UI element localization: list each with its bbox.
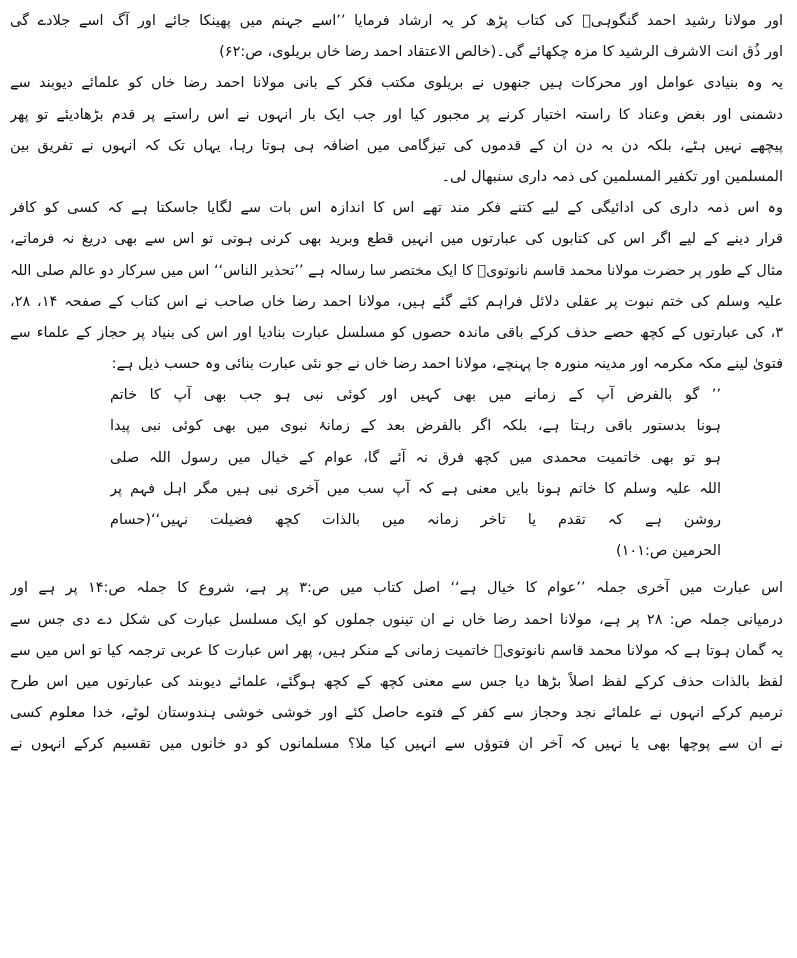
- text-line: ترمیم کرکے انہوں نے علمائے نجد وحجاز سے کفر کے فتوے حاصل کئے اور خوشی خوشی ہندوستان لوٹے، خدا معلوم کسی: [10, 705, 783, 722]
- text-line: المسلمین اور تکفیر المسلمین کی ذمہ داری سنبھال لی۔: [441, 168, 783, 185]
- text-line: یہ وہ بنیادی عوامل اور محرکات ہیں جنھوں نے بریلوی مکتب فکر کے بانی مولانا احمد رضا خاں کو علمائے دیوبند سے: [10, 75, 783, 92]
- paragraph-4: [10, 573, 783, 760]
- text-line: قرار دینے کے لیے اگر اس کی کتابوں کی عبارتوں میں انہیں قطع وبرید بھی کرنی ہوتی تو اس سے بھی دریغ نہ فرماتے،: [10, 231, 783, 248]
- text-line: اس عبارت میں آخری جملہ ’’عوام کا خیال ہے‘‘ اصل کتاب میں ص:۳ پر ہے، شروع کا جملہ ص:۱۴ پر ہے اور: [10, 580, 783, 597]
- quote-line: ’’ گو بالفرض آپ کے زمانے میں بھی کہیں اور کوئی نبی ہو جب بھی آپ کا خاتم: [110, 387, 721, 404]
- text-line: پیچھے نہیں ہٹے، بلکہ دن بہ دن ان کے قدموں کی تیزگامی میں اضافہ ہی ہوتا رہا، یہاں تک کہ انہوں نے تفریق بین: [10, 137, 783, 154]
- text-line: وہ اس ذمہ داری کی ادائیگی کے لیے کتنے فکر مند تھے اس کا اندازہ اس بات سے لگایا جاسکتا ہے کہ کسی کو کافر: [10, 200, 783, 217]
- paragraph-2: [10, 68, 783, 193]
- text-line: دشمنی اور بغض وعناد کا راستہ اختیار کرنے پر مجبور کیا اور جب ایک بار انہوں نے اس راستے پر قدم بڑھادیئے تو پھر: [10, 106, 783, 123]
- text-line: اور ذُق انت الاشرف الرشید کا مزہ چکھائے گی۔(خالص الاعتقاد احمد رضا خاں بریلوی، ص:۶۲): [219, 44, 783, 61]
- block-quote: [10, 380, 783, 567]
- text-line: ۳، کی عبارتوں کے کچھ حصے حذف کرکے باقی ماندہ حصوں کو مسلسل عبارت بنادیا اور اس کی بنیاد پر حجاز کے علماء سے: [10, 324, 783, 341]
- text-line: لفظ بالذات حذف کرکے لفظ اصلاً بڑھا دیا جس سے معنی کچھ کے کچھ ہوگئے، علمائے دیوبند کی عبارتوں میں اس طرح: [10, 673, 783, 690]
- text-line: مثال کے طور پر حضرت مولانا محمد قاسم نانوتویؒ کا ایک مختصر سا رسالہ ہے ’’تحذیر الناس‘‘ اس میں سرکار دو عالم صلی اللہ: [10, 262, 783, 279]
- text-line: فتویٰ لینے مکہ مکرمہ اور مدینہ منورہ جا پہنچے، مولانا احمد رضا خاں نے جو نئی عبارت بنائی وہ حسب ذیل ہے:: [111, 356, 783, 373]
- quote-line: ہونا بدستور باقی رہتا ہے، بلکہ اگر بالفرض بعد کے زمانۂ نبوی میں بھی کوئی نبی پیدا: [110, 418, 721, 435]
- text-line: نے ان سے پوچھا بھی یا نہیں کہ آخر ان فتوؤں سے انہیں کیا ملا؟ مسلمانوں کو دو خانوں میں تقسیم کرکے انہوں نے: [10, 736, 783, 753]
- text-line: علیہ وسلم کی ختم نبوت پر عقلی دلائل فراہم کئے گئے ہیں، مولانا احمد رضا خاں صاحب نے اس کتاب کے صفحہ ۱۴، ۲۸،: [10, 293, 783, 310]
- text-line: اور مولانا رشید احمد گنگوہیؒ کی کتاب پڑھ کر یہ ارشاد فرمایا ’’اسے جہنم میں پھینکا جائے اور آگ اسے جلادے گی: [10, 13, 783, 29]
- quote-line: روشن ہے کہ تقدم یا تاخر زمانہ میں بالذات کچھ فضیلت نہیں‘‘(حسام: [110, 512, 721, 528]
- quote-line: ہو تو بھی خاتمیت محمدی میں کچھ فرق نہ آئے گا، عوام کے خیال میں رسول اللہ صلی: [110, 449, 721, 466]
- text-line: درمیانی جملہ ص: ۲۸ پر ہے، مولانا احمد رضا خاں نے ان تینوں جملوں کو ایک مسلسل عبارت کی شکل دے دی جس سے: [10, 611, 783, 628]
- text-line: یہ گمان ہوتا ہے کہ مولانا محمد قاسم نانوتویؒ خاتمیت زمانی کے منکر ہیں، پھر اس عبارت کا عربی ترجمہ کیا تو اس میں سے: [10, 642, 783, 659]
- paragraph-3: [10, 193, 783, 380]
- paragraph-1: [10, 6, 783, 68]
- quote-line: اللہ علیہ وسلم کا خاتم ہونا بایں معنی ہے کہ آپ سب میں آخری نبی ہیں مگر اہل فہم پر: [110, 480, 721, 497]
- quote-line: الحرمین ص:۱۰۱): [615, 543, 721, 560]
